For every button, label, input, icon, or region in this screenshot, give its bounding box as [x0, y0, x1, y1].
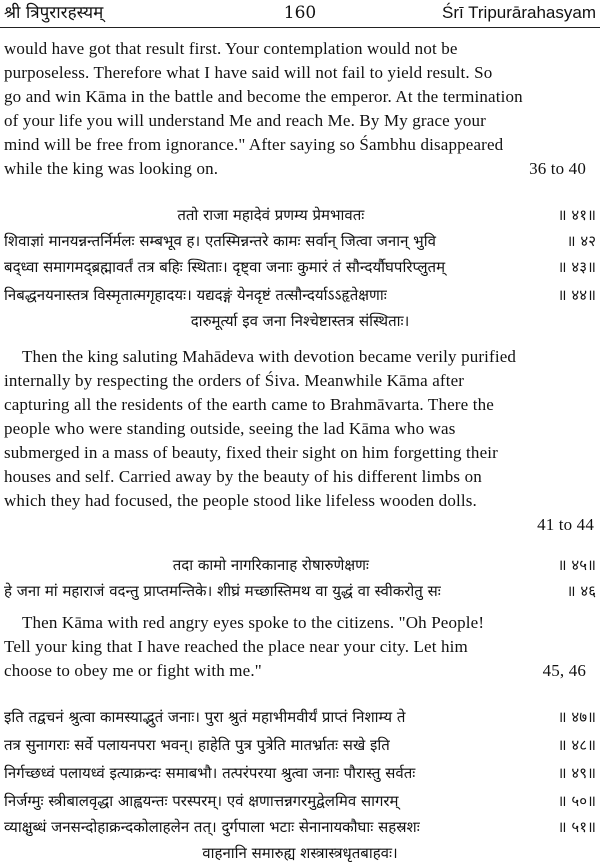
verse-line	[4, 734, 596, 756]
page-number: 160	[283, 3, 317, 23]
verse-line-centered: दारुमूर्त्या इव जना निश्चेष्टास्तत्र संस्थिताः।	[190, 312, 410, 330]
verse-line	[4, 816, 596, 838]
verse-line	[4, 790, 596, 812]
verse-text: निर्जग्मुः स्त्रीबालवृद्धा आह्वयन्तः परस्परम्। एवं क्षणात्तन्नगरमुद्वेलमिव सागरम्	[4, 792, 399, 810]
verse-text: निर्गच्छध्वं पलायध्वं इत्याक्रन्दः समाबभौ। तत्परंपरया श्रुत्वा जनाः पौरास्तु सर्वतः	[4, 764, 416, 782]
verse-number: ॥ ५१॥	[557, 818, 596, 836]
translation-line: internally by respecting the orders of Śiva. Meanwhile Kāma after	[4, 371, 465, 390]
translation-line: people who were standing outside, seeing the lad Kāma who was	[4, 419, 456, 438]
verse-text: शिवाज्ञां मानयन्नन्तर्निर्मलः सम्बभूव ह। एतस्मिन्नन्तरे कामः सर्वान् जित्वा जनान् भुवि	[4, 232, 436, 250]
header-english-title: Śrī Tripurārahasyam	[442, 3, 596, 22]
verse-text: निबद्धनयनास्तत्र विस्मृतात्मगृहादयः। यद्यदङ्गं येनदृष्टं तत्सौन्दर्याऽऽहृतेक्षणाः	[4, 286, 387, 304]
translation-line: purposeless. Therefore what I have said will not fail to yield result. So	[4, 63, 493, 82]
verse-reference: 36 to 40	[529, 159, 586, 178]
verse-text: हे जना मां महाराजं वदन्तु प्राप्तमन्तिके। शीघ्रं मच्छास्तिमथ वा युद्धं वा स्वीकरोतु सः	[4, 582, 441, 600]
verse-text: बद्ध्वा समागमद्ब्रह्मावर्तं तत्र बहिः स्थिताः। दृष्ट्वा जनाः कुमारं तं सौन्दर्यौघपरिप्लुतम्	[4, 258, 446, 276]
verse-number: ॥ ४९॥	[557, 764, 596, 782]
verse-number: ॥ ४४॥	[557, 286, 596, 304]
verse-number: ॥ ४१॥	[557, 206, 596, 224]
translation-line: Tell your king that I have reached the place near your city. Let him	[4, 637, 468, 656]
verse-line	[4, 204, 596, 226]
translation-line: which they had focused, the people stood like lifeless wooden dolls.	[4, 491, 477, 510]
verse-line	[4, 284, 596, 306]
verse-reference: 45, 46	[542, 661, 586, 680]
verse-text: तदा कामो नागरिकानाह रोषारुणेक्षणः	[172, 556, 369, 574]
verse-text: इति तद्वचनं श्रुत्वा कामस्याद्भुतं जनाः। पुरा श्रुतं महाभीमवीर्यं प्राप्तं निशाम्य ते	[4, 708, 406, 726]
translation-text: while the king was looking on.	[4, 159, 219, 178]
translation-line: mind will be free from ignorance." After saying so Śambhu disappeared	[4, 135, 504, 154]
translation-line: Then Kāma with red angry eyes spoke to the citizens. "Oh People!	[22, 613, 485, 632]
verse-number: ॥ ४८॥	[557, 736, 596, 754]
translation-line-with-ref	[4, 158, 596, 180]
translation-line: houses and self. Carried away by the beauty of his different limbs on	[4, 467, 482, 486]
verse-line	[4, 230, 596, 252]
verse-line	[4, 762, 596, 784]
verse-line	[4, 554, 596, 576]
verse-line	[4, 706, 596, 728]
verse-line	[4, 256, 596, 278]
translation-line: Then the king saluting Mahādeva with devotion became verily purified	[22, 347, 517, 366]
verse-number: ॥ ४६	[566, 582, 596, 600]
verse-line-centered: वाहनानि समारुह्य शस्त्रास्त्रधृतबाहवः।	[202, 844, 398, 862]
verse-text: तत्र सुनागराः सर्वे पलायनपरा भवन्। हाहेति पुत्र पुत्रेति मातर्भ्रातः सखे इति	[4, 736, 390, 754]
verse-line	[4, 580, 596, 602]
translation-line: go and win Kāma in the battle and become the emperor. At the termination	[4, 87, 523, 106]
verse-text: ततो राजा महादेवं प्रणम्य प्रेमभावतः	[177, 206, 365, 224]
verse-number: ॥ ५०॥	[557, 792, 596, 810]
translation-line-with-ref	[4, 660, 596, 682]
translation-line: capturing all the residents of the earth came to Brahmāvarta. There the	[4, 395, 494, 414]
verse-number: ॥ ४३॥	[557, 258, 596, 276]
translation-text: choose to obey me or fight with me."	[4, 661, 262, 680]
verse-number: ॥ ४२	[566, 232, 596, 250]
running-header	[0, 0, 600, 28]
translation-line: would have got that result first. Your contemplation would not be	[4, 39, 458, 58]
header-sanskrit-title: श्री त्रिपुरारहस्यम्	[4, 3, 104, 23]
translation-line: of your life you will understand Me and reach Me. By My grace your	[4, 111, 486, 130]
translation-line: submerged in a mass of beauty, fixed their sight on him forgetting their	[4, 443, 498, 462]
verse-number: ॥ ४७॥	[557, 708, 596, 726]
verse-number: ॥ ४५॥	[557, 556, 596, 574]
verse-reference: 41 to 44	[537, 515, 594, 534]
verse-text: व्याक्षुब्धं जनसन्दोहाक्रन्दकोलाहलेन तत्। दुर्गपाला भटाः सेनानायकौघाः सहस्रशः	[4, 818, 420, 836]
